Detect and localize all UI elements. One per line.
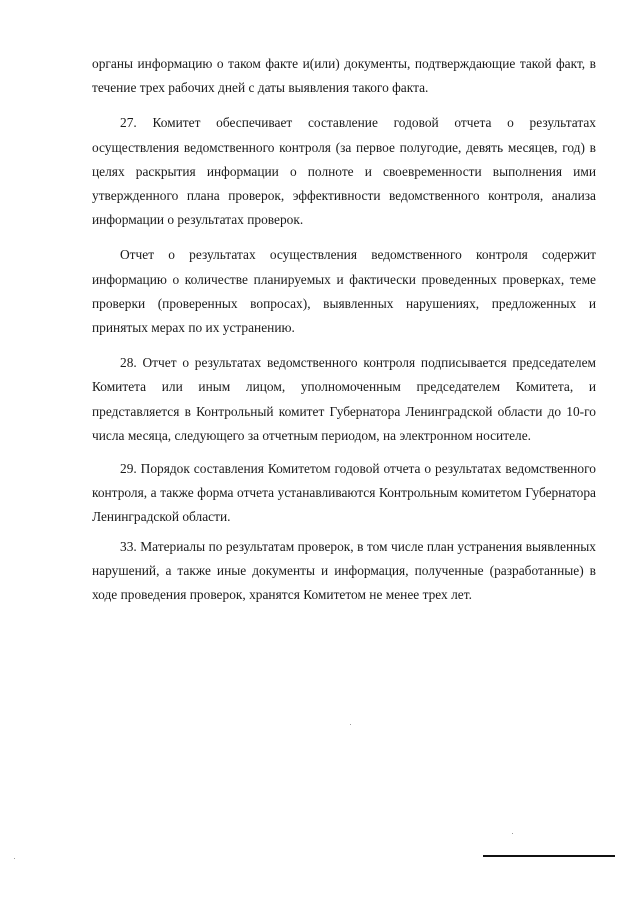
paragraph-report-content: Отчет о результатах осуществления ведомственного контроля содержит информацию о количестве планируемых и фактически проведенных проверках, теме проверки (проверенных вопросах), выявленных нарушениях, предложенных и принятых мерах по их устранению.	[92, 247, 596, 336]
scan-speck	[512, 833, 513, 834]
paragraph-28: 28. Отчет о результатах ведомственного контроля подписывается председателем Комитета или иным лицом, уполномоченным председателем Комитета, и представляется в Контрольный комитет Губернатора Ленинградской области до 10-го числа месяца, следующего за отчетным периодом, на электронном носителе.	[92, 355, 596, 443]
paragraph-29: 29. Порядок составления Комитетом годовой отчета о результатах ведомственного контроля, а также форма отчета устанавливаются Контрольным комитетом Губернатора Ленинградской области.	[92, 461, 596, 525]
scan-speck	[350, 724, 351, 725]
paragraph-continuation: органы информацию о таком факте и(или) документы, подтверждающие такой факт, в течение трех рабочих дней с даты выявления такого факта.	[92, 56, 596, 96]
document-body	[92, 52, 596, 607]
paragraph-27: 27. Комитет обеспечивает составление годовой отчета о результатах осуществления ведомственного контроля (за первое полугодие, девять месяцев, год) в целях раскрытия информации о полноте и своевременности выполнения ими утвержденного плана проверок, эффективности ведомственного контроля, анализа информации о результатах проверок.	[92, 115, 596, 228]
footer-rule	[483, 855, 615, 857]
scan-speck	[14, 858, 15, 859]
paragraph-33: 33. Материалы по результатам проверок, в том числе план устранения выявленных нарушений, а также иные документы и информация, полученные (разработанные) в ходе проведения проверок, хранятся Комитетом не менее трех лет.	[92, 538, 596, 603]
